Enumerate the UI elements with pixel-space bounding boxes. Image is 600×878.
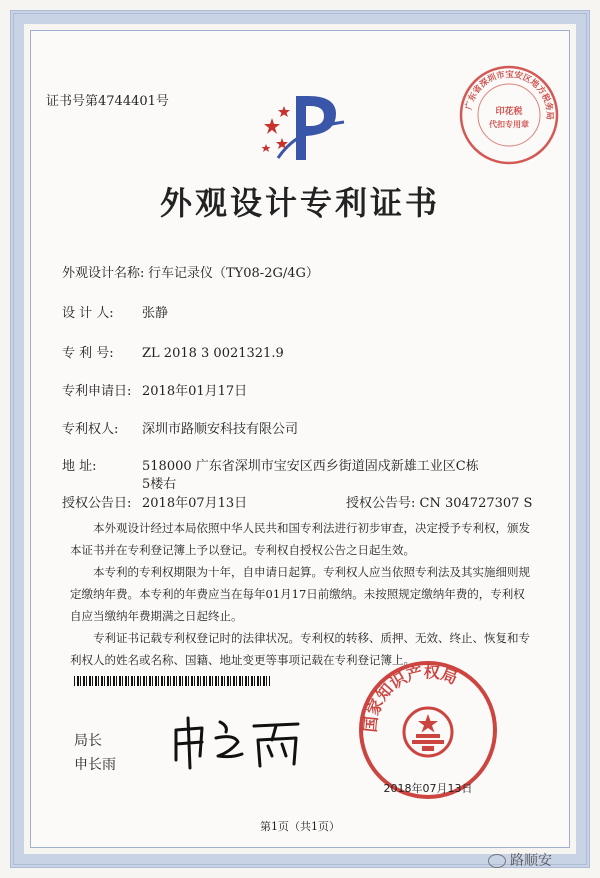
grant-number-value: CN 304727307 S bbox=[419, 496, 533, 511]
filing-date-row bbox=[62, 380, 247, 399]
certificate-title: 外观设计专利证书 bbox=[159, 184, 440, 222]
design-name-row bbox=[62, 262, 319, 281]
tax-stamp bbox=[458, 64, 560, 166]
address-value-line1: 518000 广东省深圳市宝安区西乡街道固戍新雄工业区C栋 bbox=[142, 459, 479, 474]
filing-date-value: 2018年01月17日 bbox=[142, 384, 248, 399]
national-emblem-icon bbox=[404, 708, 452, 756]
svg-text:国家知识产权局 bbox=[361, 662, 461, 733]
grant-number-label: 授权公告号: bbox=[346, 496, 416, 511]
patentee-value: 深圳市路顺安科技有限公司 bbox=[142, 422, 299, 437]
grant-date-label: 授权公告日: bbox=[62, 496, 132, 511]
patent-number-row bbox=[62, 342, 284, 361]
address-row bbox=[62, 455, 479, 474]
watermark bbox=[488, 850, 552, 870]
grant-date-row bbox=[62, 492, 247, 511]
patentee-row bbox=[62, 418, 298, 437]
designer-row bbox=[62, 302, 168, 321]
address-value-line2: 5楼右 bbox=[142, 477, 177, 492]
paragraph-1: 本外观设计经过本局依照中华人民共和国专利法进行初步审查，决定授予专利权，颁发本证书并在专利登记簿上予以登记。专利权自授权公告之日起生效。 bbox=[70, 521, 530, 557]
filing-date-label: 专利申请日: bbox=[62, 384, 132, 399]
paragraph-2: 本专利的专利权期限为十年，自申请日起算。专利权人应当依照专利法及其实施细则规定缴纳年费。本专利的年费应当在每年01月17日前缴纳。未按照规定缴纳年费的，专利权自应当缴纳年费期满之日起终止。 bbox=[70, 565, 530, 623]
grant-date-value: 2018年07月13日 bbox=[142, 496, 248, 511]
patentee-label: 专利权人: bbox=[62, 422, 119, 437]
patent-office-logo bbox=[258, 88, 348, 168]
paragraph-3: 专利证书记载专利权登记时的法律状况。专利权的转移、质押、无效、终止、恢复和专利权人的姓名或名称、国籍、地址变更等事项记载在专利登记簿上。 bbox=[70, 631, 530, 667]
grant-number-row bbox=[346, 492, 532, 511]
patent-number-value: ZL 2018 3 0021321.9 bbox=[142, 346, 284, 361]
designer-value: 张静 bbox=[142, 306, 169, 321]
tax-stamp-ring-text: 广东省深圳市宝安区地方税务局 bbox=[464, 69, 555, 120]
director-title: 局长 bbox=[74, 733, 102, 749]
design-name-label: 外观设计名称: bbox=[62, 266, 145, 281]
seal-date: 2018年07月13日 bbox=[383, 782, 473, 795]
tax-stamp-line1: 印花税 bbox=[495, 107, 523, 117]
address-label: 地 址: bbox=[62, 459, 97, 474]
director-name: 申长雨 bbox=[74, 757, 116, 773]
patent-number-label: 专 利 号: bbox=[62, 346, 114, 361]
barcode bbox=[74, 676, 270, 686]
design-name-value: 行车记录仪（TY08-2G/4G） bbox=[148, 266, 319, 281]
official-seal bbox=[356, 658, 500, 802]
seal-arc-text: 国家知识产权局 bbox=[360, 662, 461, 734]
certificate-number: 证书号第4744401号 bbox=[46, 94, 169, 109]
designer-label: 设 计 人: bbox=[62, 306, 114, 321]
page-indicator: 第1页（共1页） bbox=[260, 820, 340, 833]
handwritten-signature bbox=[168, 712, 308, 770]
tax-stamp-line2: 代扣专用章 bbox=[489, 120, 529, 129]
watermark-text: 路顺安 bbox=[510, 853, 552, 869]
wechat-icon bbox=[488, 854, 506, 868]
